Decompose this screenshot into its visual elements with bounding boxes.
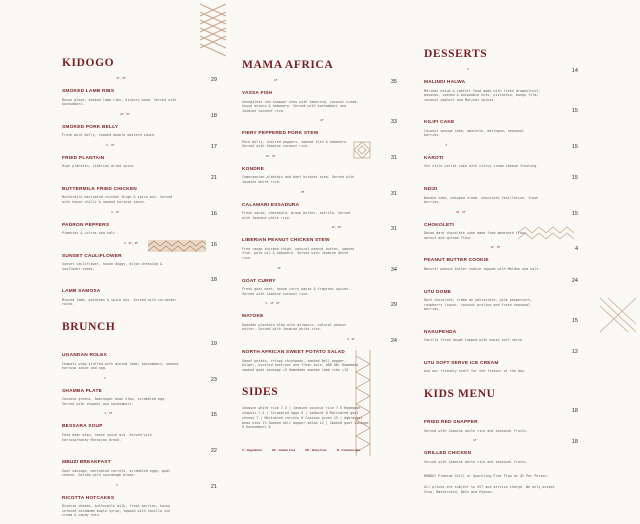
item-description: Fresh goat meat, house curry paste & fragrant spices. Served with Jasmine coconut rice. bbox=[242, 287, 351, 296]
item-description: Fresh squid, chermoula, brown butter, sofrito. Served with Jasmine white rice. bbox=[242, 211, 351, 220]
item-description: Ricotta cheese, buttermilk milk, fresh berries, house infused cardamom maple syrup, topped with vanilla ice cream & candy nuts. bbox=[62, 504, 171, 518]
item-price: 18 bbox=[210, 277, 217, 284]
desserts-list bbox=[424, 68, 578, 374]
item-description: Malindi halwa & comfort food made with fresh dragonfruit, bananas, cashew & macadamia nuts, pistachio, mango film, coconut yoghurt and Malindi spices. bbox=[424, 88, 541, 102]
item-tags: GF, DF bbox=[456, 210, 466, 214]
item-price: 15 bbox=[571, 108, 578, 115]
kids-menu-list bbox=[424, 408, 578, 464]
item-price: 31 bbox=[390, 226, 397, 233]
item-description: Pork belly, charred peppers, smoked fish & habanero. Served with Jasmine coconut rice. bbox=[242, 139, 349, 149]
item-tags: V, GF bbox=[106, 143, 115, 147]
menu-item bbox=[424, 439, 578, 464]
item-name: FIERY PEPPERED PORK STEW bbox=[242, 131, 319, 137]
item-tags: V bbox=[103, 376, 106, 380]
item-price: 18 bbox=[571, 408, 578, 414]
dietary-legend bbox=[242, 448, 397, 452]
menu-item bbox=[62, 175, 217, 205]
item-description: Coconut sponge cake, amaretto, meringue, seasonal berries. bbox=[424, 128, 525, 138]
item-description: Chapati wrap stuffed with minced lamb, kachumbari, smoked harissa sauce and egg. bbox=[62, 361, 179, 371]
item-name: SHAMBA PLATE bbox=[62, 388, 102, 394]
item-description: Senegalese red snapper stew with tamarind, coconut cream, house onions & habanero. Served with kachumbari and Jasmine coconut rice. bbox=[242, 99, 359, 113]
free-flow-note: MONDAY Premium Still or Sparkling Free Flow at $2 Per Person. bbox=[424, 474, 549, 479]
menu-item bbox=[424, 318, 578, 343]
menu-item bbox=[242, 191, 397, 221]
item-description: Bocue glaze, smoked lamb ribs, hickory wood. Served with kachumbari. bbox=[62, 97, 177, 107]
menu-item bbox=[424, 278, 578, 312]
item-price: 29 bbox=[210, 77, 217, 83]
item-description: Minced lamb, potatoes & spice mix. Served with coriander raita. bbox=[62, 297, 177, 307]
item-price: 22 bbox=[210, 448, 217, 455]
menu-item bbox=[62, 277, 217, 307]
legend-gluten-free: GF - Gluten Free bbox=[271, 448, 296, 453]
item-description: Vanilla fried dough topped with house soft serve. bbox=[424, 338, 525, 343]
item-name: RICOTTA HOTCAKES bbox=[62, 495, 115, 501]
sides-list: Jasmine white rice 7.5 | Jasmine coconut rice 7.5 Homemade chapati 7.5 | Scrambled eggs 6 | Sadbout 8 Marinated goat cheese 7 | Marinated carrots 8 Cassava green 15 | Ambrasgot bean stew 13 Smoked bell pepper salad 12 | Smoked goat sausage 9 Kachumbari 8 bbox=[242, 406, 369, 430]
item-name: MALINDI HALWA bbox=[424, 80, 466, 85]
menu-item bbox=[424, 175, 578, 205]
item-price: 33 bbox=[390, 119, 397, 126]
item-price: 18 bbox=[571, 439, 578, 446]
column-right bbox=[424, 48, 578, 495]
menu-item bbox=[62, 412, 217, 442]
item-tags: V bbox=[116, 483, 118, 487]
pricing-note: All prices are subject to GST and service charge. We only accept Visa, Mastercard, Nets and Paynow. bbox=[424, 484, 555, 494]
menu-item bbox=[62, 211, 217, 236]
item-name: PEANUT BUTTER COOKIE bbox=[424, 258, 489, 264]
menu-item bbox=[424, 144, 578, 169]
column-left bbox=[62, 57, 217, 524]
kids-menu-title: KIDS MENU bbox=[424, 388, 496, 400]
menu-item bbox=[242, 79, 397, 113]
item-tags: GF, DF bbox=[120, 112, 130, 116]
item-name: FRIED PLANTAIN bbox=[62, 155, 105, 161]
item-price: 23 bbox=[210, 376, 217, 383]
item-name: GOAT CURRY bbox=[242, 278, 276, 284]
item-description: Dark chocolate, crème de pâtissière, pink peppercorn, raspberry liquor, coconut praline and fresh seasonal berries. bbox=[424, 298, 533, 312]
item-description: Ugandan plantain stew with mirepoix, natural peanut butter. Served with Jasmine white rice. bbox=[242, 322, 347, 332]
legend-dairy-free: DF - Dairy Free bbox=[305, 448, 327, 453]
legend-contains-nut: N - Contains Nut bbox=[336, 448, 361, 453]
menu-item bbox=[242, 226, 397, 260]
item-name: UTU SOFT SERVE ICE CREAM bbox=[424, 360, 499, 366]
item-description: Free range chicken thigh, natural peanut butter, smoked fish, palm oil & habanero. Served with Jasmine white rice. bbox=[242, 246, 355, 261]
item-description: Fava bean miso, house spice mix. Served with harissa/honey Moroccan bread. bbox=[62, 432, 152, 442]
item-tags: GF, DF bbox=[266, 154, 276, 158]
item-name: NDIZI bbox=[424, 187, 438, 193]
item-price: 14 bbox=[571, 68, 578, 74]
menu-item bbox=[424, 246, 578, 271]
item-tags: V, GF bbox=[111, 210, 120, 214]
sides-title: SIDES bbox=[242, 386, 279, 399]
menu-item bbox=[62, 144, 217, 169]
item-tags: V bbox=[445, 143, 448, 147]
item-price: 35 bbox=[390, 79, 397, 85]
item-price: 15 bbox=[571, 210, 578, 217]
menu-item bbox=[62, 484, 217, 518]
item-name: SMOKED PORK BELLY bbox=[62, 124, 119, 130]
item-price: 31 bbox=[390, 190, 397, 197]
item-name: SMOKED LAMB RIBS bbox=[62, 89, 115, 94]
item-description: Pimentos & citrus sea salt. bbox=[62, 231, 118, 236]
item-price: 4 bbox=[574, 246, 578, 253]
menu-item bbox=[424, 68, 578, 102]
item-price: 24 bbox=[571, 277, 578, 284]
item-price: 21 bbox=[210, 483, 217, 490]
column-middle bbox=[242, 59, 397, 452]
desserts-title: DESSERTS bbox=[424, 48, 488, 60]
menu-item bbox=[62, 377, 217, 407]
brunch-list bbox=[62, 341, 217, 518]
item-tags: GF bbox=[274, 79, 278, 82]
menu-item bbox=[424, 349, 578, 374]
item-description: Banana cake, whipped cream, chocolate feuilletine, fresh berries. bbox=[424, 195, 539, 205]
top-pattern-decoration bbox=[198, 2, 228, 62]
menu-item bbox=[242, 119, 397, 149]
item-name: KILIFI CAKE bbox=[424, 120, 455, 126]
item-description: Goat sausage, marinated carrots, scrambled eggs, goat cheese. Served with sourdough bread. bbox=[62, 468, 171, 478]
item-name: MATOKE bbox=[242, 314, 264, 320]
menu-item bbox=[62, 448, 217, 478]
item-name: CALAMARI ESSADURA bbox=[242, 202, 300, 208]
item-price: 18 bbox=[210, 112, 217, 119]
menu-item bbox=[62, 77, 217, 107]
menu-item bbox=[62, 242, 217, 272]
item-description: Cassava greens, Ambrasgot bean stew, scrambled egg. Served with chapati and kachumbari. bbox=[62, 397, 167, 406]
item-tags: V, GF, DF bbox=[123, 241, 138, 245]
item-price: 15 bbox=[210, 412, 217, 419]
menu-item bbox=[242, 267, 397, 297]
item-tags: V, DF bbox=[104, 412, 113, 416]
item-description: Sto style carrot cake with citrus cream cheese frosting. bbox=[424, 164, 539, 169]
item-tags: GF, DF bbox=[331, 226, 342, 230]
menu-item bbox=[242, 302, 397, 332]
item-description: Served with Jasmine white rice and seasonal fruits. bbox=[424, 428, 529, 433]
item-tags: GF bbox=[473, 439, 477, 443]
item-name: LIBERIAN PEANUT CHICKEN STEW bbox=[242, 238, 330, 244]
item-description: Sunset cauliflower, house doggy, dijon dressing & sunflower seeds. bbox=[62, 262, 163, 271]
item-price: 15 bbox=[571, 143, 578, 150]
item-price: 29 bbox=[390, 302, 397, 309]
item-name: MBUZI BREAKFAST bbox=[62, 460, 111, 466]
menu-item bbox=[424, 408, 578, 433]
item-description: Natural peanut butter cookie topped with Maldon sea salt. bbox=[424, 266, 541, 271]
item-price: 17 bbox=[210, 143, 217, 150]
item-name: NAKUPENDA bbox=[424, 329, 457, 335]
item-name: KONDRE bbox=[242, 166, 264, 172]
mama-africa-title: MAMA AFRICA bbox=[242, 59, 334, 71]
item-price: 15 bbox=[571, 175, 578, 182]
item-tags: V bbox=[467, 68, 469, 71]
menu-item bbox=[424, 108, 578, 138]
item-tags: GF bbox=[277, 266, 281, 270]
item-description: Cameroonian plantain and beef brisket stew. Served with Jasmine white rice. bbox=[242, 175, 355, 185]
menu-item bbox=[242, 338, 397, 372]
item-price: 16 bbox=[210, 241, 217, 248]
item-name: BESSARA SOUP bbox=[62, 424, 103, 430]
item-description: Fresh pork belly, topped double mustard sauce. bbox=[62, 133, 156, 138]
item-name: KAROTI bbox=[424, 155, 444, 161]
kidogo-list bbox=[62, 77, 217, 307]
item-name: PADRON PEPPERS bbox=[62, 222, 110, 228]
item-description: Served with Jasmine white rice and seasonal fruits. bbox=[424, 459, 529, 464]
item-description: Buttermilk marinated chicken thigh & spice mix. Served with house chilli & smoked harissa sauce. bbox=[62, 195, 173, 204]
legend-vegetarian: V - Vegetarian bbox=[242, 448, 262, 453]
item-tags: GF, DF bbox=[490, 246, 501, 250]
kidogo-title: KIDOGO bbox=[62, 57, 115, 69]
item-price: 21 bbox=[210, 174, 217, 181]
brunch-title: BRUNCH bbox=[62, 321, 116, 334]
item-name: GRILLED CHICKEN bbox=[424, 451, 472, 457]
item-tags: GF, DF bbox=[116, 77, 126, 80]
item-name: NORTH AFRICAN SWEET POTATO SALAD bbox=[242, 350, 345, 355]
right-side-pattern bbox=[598, 296, 638, 334]
item-name: UGANDAN ROLEX bbox=[62, 353, 107, 359]
item-price: 12 bbox=[571, 348, 578, 355]
item-name: LAMB SAMOSA bbox=[62, 289, 101, 295]
item-description: Decan dark chocolate cake made from amaranth flour, walnut and quinoa flour. bbox=[424, 231, 529, 240]
item-name: FRIED RED SNAPPER bbox=[424, 420, 478, 425]
item-description: Ripe plantain, Liberian dried spice. bbox=[62, 164, 136, 169]
item-price: 16 bbox=[210, 210, 217, 217]
item-tags: V, GF, DF bbox=[265, 302, 280, 306]
item-name: BUTTERMILK FRIED CHICKEN bbox=[62, 186, 137, 192]
item-price: 24 bbox=[390, 338, 397, 344]
item-name: CHOKOLETI bbox=[424, 222, 455, 228]
menu-item bbox=[424, 211, 578, 241]
menu-item bbox=[242, 155, 397, 185]
item-price: 15 bbox=[571, 317, 578, 324]
item-name: YASSA FISH bbox=[242, 91, 273, 96]
item-tags: DF bbox=[301, 190, 305, 194]
item-price: 19 bbox=[210, 341, 217, 348]
menu-item bbox=[62, 341, 217, 371]
item-price: 31 bbox=[390, 154, 397, 161]
item-name: UTU DOME bbox=[424, 289, 452, 295]
item-tags: GF bbox=[320, 119, 324, 123]
item-description: Sweet potato, crispy chickpeas, smoked bell pepper, bulgur, pickled beetroot and fresh kale. ADD ON: Homemade smoked goat sausage +9 Homemade smoked lamb ribs +15 bbox=[242, 358, 359, 372]
item-price: 34 bbox=[390, 266, 397, 273]
item-tags: V, GF bbox=[346, 338, 355, 341]
item-description: Ask our friendly staff for the flavour of the day. bbox=[424, 369, 527, 374]
item-name: SUNSET CAULIFLOWER bbox=[62, 253, 122, 259]
menu-item bbox=[62, 113, 217, 138]
mama-africa-list bbox=[242, 79, 397, 372]
